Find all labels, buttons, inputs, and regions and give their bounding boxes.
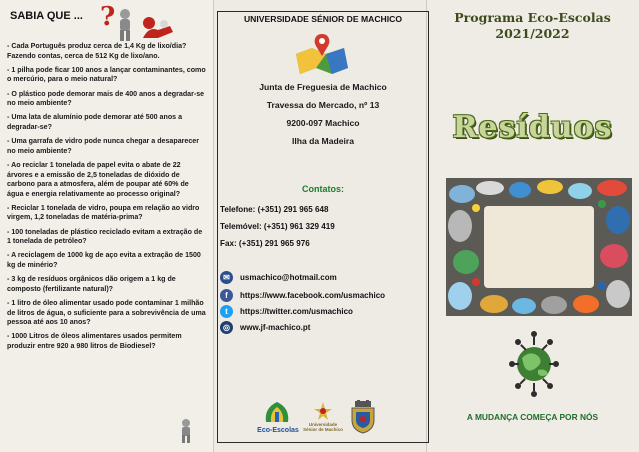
fold-line — [213, 0, 214, 452]
contacts-heading: Contatos: — [302, 184, 344, 194]
program-year: 2021/2022 — [495, 26, 570, 41]
universidade-senior-logo — [310, 400, 336, 422]
facts-list — [7, 42, 207, 356]
twitter-icon: t — [220, 305, 233, 318]
list-item: - 1 litro de óleo alimentar usado pode contaminar 1 milhão de litros de água, o suficiente para a sobrevivência de uma pessoa até aos 10 anos? — [7, 299, 206, 327]
website-row[interactable] — [220, 320, 310, 334]
twitter-link[interactable]: https://twitter.com/usmachico — [240, 306, 353, 316]
program-title — [426, 10, 639, 42]
waste-frame-photo — [446, 178, 632, 316]
question-figure-icon — [140, 14, 176, 40]
sabia-que-heading: SABIA QUE ... — [10, 10, 83, 22]
fax-number: Fax: (+351) 291 965 976 — [220, 239, 310, 248]
list-item: - O plástico pode demorar mais de 400 anos a degradar-se no meio ambiente? — [7, 89, 205, 108]
list-item: - Ao reciclar 1 tonelada de papel evita o abate de 22 árvores e a emissão de 2,5 toneladas de dióxido de carbono para a atmosfera, além de poupar até 60% de água e energia relativamente ao processo original? — [7, 160, 189, 198]
facebook-link[interactable]: https://www.facebook.com/usmachico — [240, 290, 386, 300]
eco-escolas-logo — [262, 398, 292, 424]
address-line: Junta de Freguesia de Machico — [259, 82, 387, 92]
list-item: - 1000 Litros de óleos alimentares usados permitem produzir entre 920 a 980 litros de Biodiesel? — [7, 332, 182, 350]
list-item: - Uma lata de alumínio pode demorar até 500 anos a degradar-se? — [7, 113, 183, 131]
globe-icon: ◎ — [220, 321, 233, 334]
phone-number: Telefone: (+351) 291 965 648 — [220, 205, 329, 214]
list-item: - Reciclar 1 tonelada de vidro, poupa em relação ao vidro virgem, 1,2 toneladas de matéria-prima? — [7, 203, 200, 222]
email-link[interactable]: usmachico@hotmail.com — [240, 272, 337, 282]
thinking-figure-icon — [114, 8, 136, 42]
email-icon: ✉ — [220, 271, 233, 284]
universidade-senior-label — [303, 422, 343, 432]
twitter-row[interactable] — [220, 304, 353, 318]
list-item: - 3 kg de resíduos orgânicos dão origem a 1 kg de composto (fertilizante natural)? — [7, 275, 176, 293]
email-row[interactable] — [220, 270, 337, 284]
person-figure-icon — [178, 418, 194, 444]
website-link[interactable]: www.jf-machico.pt — [240, 322, 311, 332]
facebook-row[interactable] — [220, 288, 385, 302]
list-item: - 1 pilha pode ficar 100 anos a lançar contaminantes, como o mercúrio, para o meio natural? — [7, 65, 206, 84]
address-line: Travessa do Mercado, nº 13 — [266, 100, 380, 110]
machico-coat-of-arms-icon — [348, 400, 378, 434]
people-globe-icon — [506, 328, 562, 400]
address-line: 9200-097 Machico — [286, 118, 360, 128]
question-mark-icon: ? — [100, 2, 116, 32]
map-pin-icon — [292, 32, 352, 76]
eco-escolas-label: Eco-Escolas — [257, 427, 299, 434]
list-item: - Uma garrafa de vidro pode nunca chegar a desaparecer no meio ambiente? — [7, 137, 199, 155]
slogan: A MUDANÇA COMEÇA POR NÓS — [466, 412, 599, 422]
facebook-icon: f — [220, 289, 233, 302]
address-line: Ilha da Madeira — [291, 136, 355, 146]
mobile-number: Telemóvel: (+351) 961 329 419 — [220, 222, 335, 231]
universidade-label-line2: Sénior de Machico — [303, 427, 343, 432]
universidade-label-line1: Universidade — [308, 422, 338, 427]
list-item: - A reciclagem de 1000 kg de aço evita a extração de 1500 kg de minério? — [7, 251, 201, 270]
list-item: - 100 toneladas de plástico reciclado evitam a extração de 1 tonelada de petróleo? — [7, 227, 203, 246]
list-item: - Cada Português produz cerca de 1,4 Kg de lixo/dia? Fazendo contas, cerca de 512 Kg de lixo/ano. — [7, 42, 187, 60]
page-title: Resíduos — [452, 110, 613, 145]
program-name: Programa Eco-Escolas — [454, 10, 611, 25]
university-title: UNIVERSIDADE SÉNIOR DE MACHICO — [243, 14, 403, 24]
